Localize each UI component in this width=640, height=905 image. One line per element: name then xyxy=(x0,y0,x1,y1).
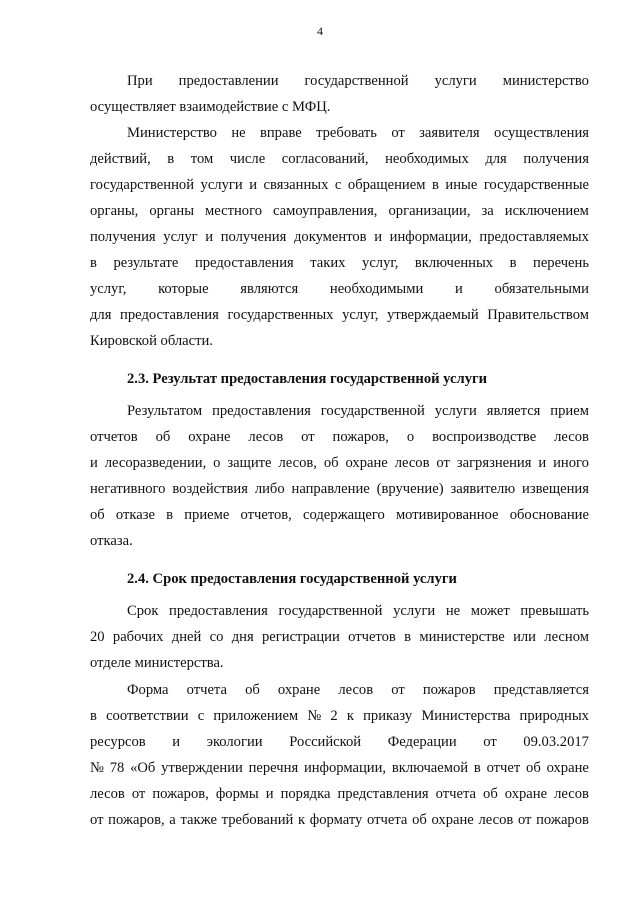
word: пожаров, xyxy=(152,786,209,802)
word: загрязнения xyxy=(456,455,532,471)
word: согласований, xyxy=(281,151,369,167)
word: отчетов, xyxy=(240,507,292,523)
word: с xyxy=(334,177,342,193)
word: отчет xyxy=(486,760,521,776)
text-line xyxy=(90,729,589,755)
word: в xyxy=(473,760,481,776)
word: требований xyxy=(221,812,294,828)
word: обязательными xyxy=(494,281,589,297)
word: лесов xyxy=(394,455,430,471)
word: лесном xyxy=(544,629,589,645)
word: прием xyxy=(550,403,589,419)
word: об xyxy=(323,455,339,471)
word: и xyxy=(172,734,181,750)
word: и xyxy=(374,229,383,245)
word: Срок xyxy=(127,603,159,619)
word: услуг xyxy=(163,229,198,245)
word: При xyxy=(127,73,153,89)
line-text: отказа. xyxy=(90,533,133,549)
word: со xyxy=(209,629,224,645)
line-text: осуществляет взаимодействие с МФЦ. xyxy=(90,99,331,115)
word: об xyxy=(90,507,105,523)
word: не xyxy=(445,603,461,619)
text-line xyxy=(90,528,589,554)
word: для xyxy=(90,307,112,323)
word: представляется xyxy=(493,682,589,698)
word: и xyxy=(249,177,258,193)
word: охране xyxy=(546,760,589,776)
word: включаемой xyxy=(391,760,469,776)
word: Результатом xyxy=(127,403,203,419)
text-line xyxy=(90,781,589,807)
word: перечня xyxy=(248,760,299,776)
word: содержащего xyxy=(303,507,385,523)
word: пожаров, xyxy=(332,429,389,445)
text-line xyxy=(90,650,589,676)
word: Министерства xyxy=(421,708,511,724)
word: пожаров, xyxy=(108,812,165,828)
word: от xyxy=(90,812,104,828)
word: 2 xyxy=(330,708,338,724)
word: приложением xyxy=(213,708,299,724)
word: предоставления xyxy=(194,255,294,271)
word: за xyxy=(481,203,494,219)
word: услуг, xyxy=(90,281,127,297)
word: отказе xyxy=(115,507,155,523)
word: охране xyxy=(188,429,231,445)
word: охране xyxy=(345,455,388,471)
word: получения xyxy=(220,229,287,245)
page-number: 4 xyxy=(317,24,323,38)
word: иного xyxy=(553,455,589,471)
word: организации, xyxy=(388,203,471,219)
word: предоставляемых xyxy=(479,229,589,245)
word: заявителя xyxy=(419,125,480,141)
word: к xyxy=(346,708,354,724)
word: соответствии xyxy=(106,708,189,724)
section-heading-2-3: 2.3. Результат предоставления государственной услуги xyxy=(127,371,488,387)
word: может xyxy=(470,603,510,619)
word: которые xyxy=(158,281,209,297)
word: и xyxy=(90,455,98,471)
word: отчета xyxy=(186,682,227,698)
word: получения xyxy=(523,151,589,167)
text-line xyxy=(90,198,589,224)
word: формату xyxy=(309,812,363,828)
word: приказу xyxy=(363,708,413,724)
word: вправе xyxy=(259,125,302,141)
word: лесов xyxy=(90,786,125,802)
word: документов xyxy=(293,229,367,245)
word: также xyxy=(180,812,217,828)
word: действий, xyxy=(90,151,151,167)
word: к xyxy=(298,812,306,828)
word: а xyxy=(169,812,176,828)
word: мотивированное xyxy=(395,507,499,523)
word: дня xyxy=(231,629,254,645)
word: органы, xyxy=(90,203,139,219)
word: в xyxy=(167,151,175,167)
word: об xyxy=(412,812,427,828)
word: таких xyxy=(310,255,346,271)
word: являются xyxy=(240,281,299,297)
word: обращением xyxy=(347,177,426,193)
word: в xyxy=(90,708,97,724)
word: необходимых xyxy=(385,151,469,167)
word: превышать xyxy=(520,603,589,619)
word: лесов xyxy=(554,429,589,445)
text-line xyxy=(90,172,589,198)
word: экологии xyxy=(206,734,263,750)
word: является xyxy=(486,403,541,419)
text-line xyxy=(90,450,589,476)
word: представления xyxy=(337,786,429,802)
word: государственной xyxy=(320,403,425,419)
word: в xyxy=(404,629,412,645)
word: отчета xyxy=(367,812,408,828)
text-line xyxy=(90,328,589,354)
word: 78 xyxy=(109,760,125,776)
text-line xyxy=(90,502,589,528)
word: государственные xyxy=(483,177,589,193)
text-line xyxy=(90,476,589,502)
word: услуги xyxy=(434,73,477,89)
word: лесов, xyxy=(278,455,317,471)
line-text: Кировской области. xyxy=(90,333,213,349)
word: дней xyxy=(171,629,202,645)
text-line xyxy=(90,598,589,624)
text-line xyxy=(90,703,589,729)
word: лесоразведении, xyxy=(104,455,207,471)
word: негативного xyxy=(90,481,166,497)
word: связанных xyxy=(263,177,329,193)
word: для xyxy=(485,151,507,167)
word: от xyxy=(483,734,497,750)
word: услуг, xyxy=(362,255,399,271)
word: охране xyxy=(431,812,474,828)
word: охране xyxy=(504,786,548,802)
word: предоставления xyxy=(212,403,311,419)
word: в xyxy=(166,507,174,523)
word: от xyxy=(301,429,315,445)
word: государственной xyxy=(90,177,195,193)
word: информации, xyxy=(303,760,387,776)
text-line xyxy=(90,755,589,781)
word: перечень xyxy=(533,255,589,271)
paragraph-service-result xyxy=(90,398,589,554)
word: услуг, xyxy=(342,307,379,323)
word: в xyxy=(431,177,439,193)
word: о xyxy=(406,429,415,445)
word: местного xyxy=(205,203,263,219)
word: услуги xyxy=(434,403,477,419)
word: предоставлении xyxy=(178,73,279,89)
word: Форма xyxy=(127,682,169,698)
word: осуществления xyxy=(494,125,589,141)
word: отчетов xyxy=(90,429,138,445)
word: Российской xyxy=(289,734,362,750)
text-line xyxy=(90,94,589,120)
word: природных xyxy=(519,708,589,724)
word: порядка xyxy=(280,786,331,802)
text-line xyxy=(90,677,589,703)
word: услуги xyxy=(200,177,243,193)
word: от xyxy=(391,125,405,141)
word: и xyxy=(455,281,463,297)
word: № xyxy=(307,708,322,724)
word: о xyxy=(213,455,221,471)
word: Министерство xyxy=(127,125,217,141)
word: результате xyxy=(113,255,179,271)
word: утверждении xyxy=(161,760,243,776)
paragraph-ministry-restrictions xyxy=(90,120,589,354)
word: рабочих xyxy=(112,629,164,645)
section-heading-2-4: 2.4. Срок предоставления государственной услуги xyxy=(127,571,457,587)
word: с xyxy=(197,708,205,724)
word: необходимыми xyxy=(329,281,424,297)
text-line xyxy=(90,250,589,276)
word: государственной xyxy=(304,73,409,89)
word: от xyxy=(517,812,532,828)
text-line xyxy=(90,276,589,302)
text-line xyxy=(90,146,589,172)
word: об xyxy=(483,786,498,802)
word: государственных xyxy=(227,307,334,323)
word: лесов xyxy=(554,786,589,802)
word: самоуправления, xyxy=(273,203,378,219)
word: включенных xyxy=(414,255,494,271)
paragraph-mfc-interaction xyxy=(90,68,589,120)
word: приеме xyxy=(184,507,230,523)
text-line xyxy=(90,224,589,250)
word: и xyxy=(205,229,214,245)
text-line xyxy=(90,807,589,833)
word: министерство xyxy=(502,73,589,89)
word: иные xyxy=(445,177,478,193)
word: 09.03.2017 xyxy=(523,734,589,750)
paragraph-report-form xyxy=(90,677,589,833)
word: том xyxy=(190,151,214,167)
word: защите xyxy=(227,455,272,471)
word: или xyxy=(513,629,536,645)
word: об xyxy=(526,760,541,776)
word: от xyxy=(391,682,405,698)
paragraph-service-term xyxy=(90,598,589,676)
word: от xyxy=(131,786,146,802)
word: воздействия xyxy=(172,481,248,497)
word: Федерации xyxy=(387,734,457,750)
word: лесов xyxy=(478,812,514,828)
word: «Об xyxy=(130,760,156,776)
word: 20 xyxy=(90,629,105,645)
word: направление xyxy=(291,481,370,497)
word: регистрации xyxy=(262,629,340,645)
line-text: отделе министерства. xyxy=(90,655,224,671)
word: обоснование xyxy=(509,507,589,523)
word: министерстве xyxy=(419,629,505,645)
word: утверждаемый xyxy=(387,307,479,323)
text-line xyxy=(90,424,589,450)
text-line xyxy=(90,398,589,424)
word: органы xyxy=(149,203,195,219)
text-line xyxy=(90,302,589,328)
word: воспроизводстве xyxy=(432,429,537,445)
word: в xyxy=(90,255,97,271)
word: извещения xyxy=(522,481,589,497)
word: пожаров xyxy=(536,812,589,828)
word: числе xyxy=(229,151,266,167)
word: и xyxy=(265,786,274,802)
word: либо xyxy=(254,481,285,497)
word: пожаров xyxy=(422,682,476,698)
word: от xyxy=(436,455,450,471)
word: отчета xyxy=(435,786,476,802)
word: (вручение) xyxy=(376,481,444,497)
word: об xyxy=(245,682,260,698)
word: ресурсов xyxy=(90,734,146,750)
text-line xyxy=(90,68,589,94)
word: формы xyxy=(215,786,259,802)
word: требовать xyxy=(316,125,377,141)
word: и xyxy=(538,455,547,471)
word: лесов xyxy=(338,682,374,698)
word: № xyxy=(90,760,104,776)
word: государственной xyxy=(278,603,383,619)
word: информации, xyxy=(389,229,472,245)
word: охране xyxy=(277,682,321,698)
word: предоставления xyxy=(120,307,219,323)
word: не xyxy=(231,125,246,141)
word: услуги xyxy=(393,603,436,619)
word: получения xyxy=(90,229,156,245)
word: отчетов xyxy=(348,629,396,645)
word: Правительством xyxy=(487,307,589,323)
text-line xyxy=(90,120,589,146)
text-line xyxy=(90,624,589,650)
word: заявителю xyxy=(450,481,516,497)
word: исключением xyxy=(504,203,589,219)
word: предоставления xyxy=(169,603,268,619)
word: об xyxy=(155,429,171,445)
word: в xyxy=(509,255,517,271)
word: лесов xyxy=(248,429,284,445)
